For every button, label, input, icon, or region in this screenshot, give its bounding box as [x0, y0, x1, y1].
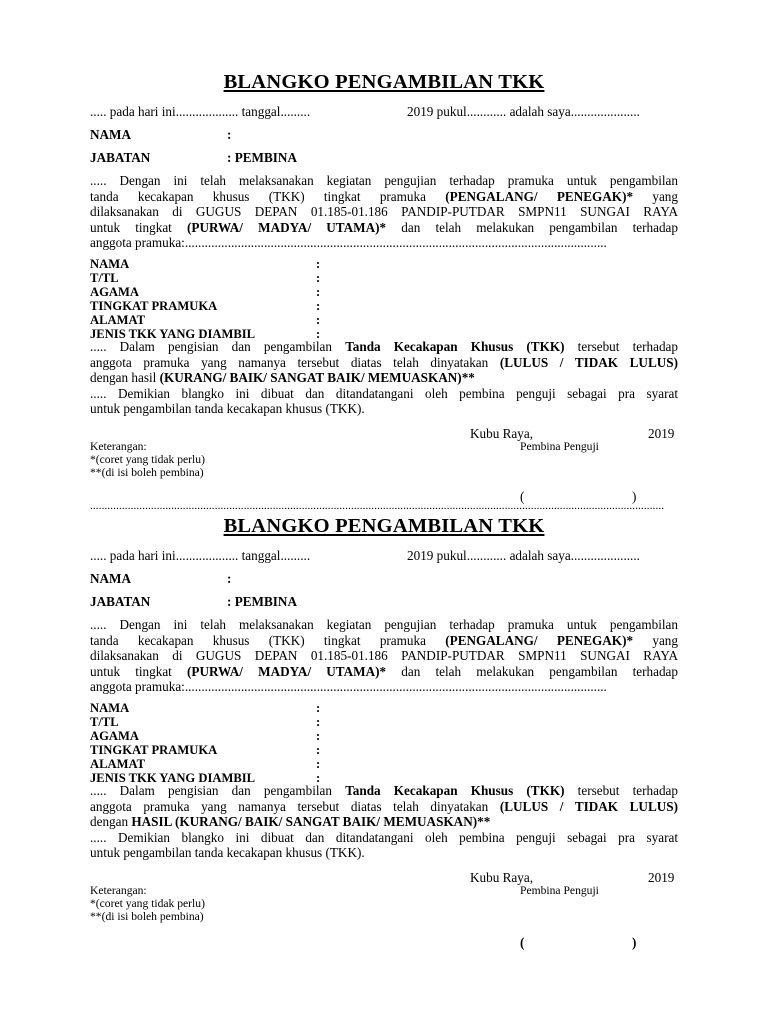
statement-line: anggota pramuka:................................................................................................................................	[90, 679, 607, 695]
nama-colon: :	[227, 127, 232, 142]
place-text: Kubu Raya,	[470, 426, 533, 441]
jabatan-value: : PEMBINA	[227, 150, 297, 165]
result-line: anggota pramuka yang namanya tersebut diatas telah dinyatakan (LULUS / TIDAK LULUS)	[90, 354, 679, 370]
result-line: dengan hasil (KURANG/ BAIK/ SANGAT BAIK/ MEMUASKAN)**	[90, 370, 475, 386]
field-ttl-label: T/TL	[90, 715, 119, 729]
field-tingkat-label: TINGKAT PRAMUKA	[90, 743, 218, 757]
field-alamat-label: ALAMAT	[90, 757, 146, 771]
field-tingkat-colon: :	[316, 743, 321, 757]
intro-time-text: 2019 pukul............ adalah saya.....................	[407, 104, 640, 119]
year-text: 2019	[648, 870, 675, 885]
signature-close-paren: )	[632, 935, 637, 950]
field-agama-label: AGAMA	[90, 285, 139, 299]
field-jenis-tkk-colon: :	[316, 771, 321, 785]
result-line: ..... Dalam pengisian dan pengambilan Tanda Kecakapan Khusus (TKK) tersebut terhadap	[90, 339, 678, 354]
statement-line: anggota pramuka:................................................................................................................................	[90, 235, 607, 251]
result-line: dengan HASIL (KURANG/ BAIK/ SANGAT BAIK/ MEMUASKAN)**	[90, 814, 491, 830]
statement-line: ..... Dengan ini telah melaksanakan kegiatan pengujian terhadap pramuka untuk pengambilan	[90, 173, 678, 188]
field-tingkat-colon: :	[316, 299, 321, 313]
statement-line: untuk tingkat (PURWA/ MADYA/ UTAMA)* dan telah melakukan pengambilan terhadap	[90, 219, 678, 235]
field-agama-colon: :	[316, 729, 321, 743]
jabatan-value: : PEMBINA	[227, 594, 297, 609]
result-line: anggota pramuka yang namanya tersebut diatas telah dinyatakan (LULUS / TIDAK LULUS)	[90, 798, 679, 814]
statement-line: dilaksanakan di GUGUS DEPAN 01.185-01.186 PANDIP-PUTDAR SMPN11 SUNGAI RAYA	[90, 204, 678, 220]
statement-paragraph	[90, 173, 678, 251]
intro-date-text: ..... pada hari ini................... tanggal.........	[90, 104, 311, 119]
field-tingkat-label: TINGKAT PRAMUKA	[90, 299, 218, 313]
field-jenis-tkk-colon: :	[316, 327, 321, 341]
jabatan-label: JABATAN	[90, 594, 151, 609]
jabatan-label: JABATAN	[90, 150, 151, 165]
note-1: *(coret yang tidak perlu)	[90, 453, 205, 466]
field-alamat-colon: :	[316, 757, 321, 771]
field-nama-label: NAMA	[90, 701, 130, 715]
note-1: *(coret yang tidak perlu)	[90, 897, 205, 910]
statement-line: dilaksanakan di GUGUS DEPAN 01.185-01.186 PANDIP-PUTDAR SMPN11 SUNGAI RAYA	[90, 648, 678, 664]
nama-label: NAMA	[90, 571, 132, 586]
field-nama-label: NAMA	[90, 257, 130, 271]
field-alamat-label: ALAMAT	[90, 313, 146, 327]
signature-open-paren: (	[520, 935, 525, 950]
examiner-label: Pembina Penguji	[520, 440, 599, 453]
field-agama-label: AGAMA	[90, 729, 139, 743]
statement-paragraph	[90, 617, 678, 695]
field-ttl-colon: :	[316, 715, 321, 729]
notes-heading: Keterangan:	[90, 884, 147, 897]
field-agama-colon: :	[316, 285, 321, 299]
notes-heading: Keterangan:	[90, 440, 147, 453]
intro-date-text: ..... pada hari ini................... tanggal.........	[90, 548, 311, 563]
result-line: ..... Demikian blangko ini dibuat dan ditandatangani oleh pembina penguji sebagai pra syarat	[90, 829, 678, 845]
nama-label: NAMA	[90, 127, 132, 142]
nama-colon: :	[227, 571, 232, 586]
statement-line: tanda kecakapan khusus (TKK) tingkat pramuka (PENGALANG/ PENEGAK)* yang	[90, 632, 678, 648]
field-nama-colon: :	[316, 257, 321, 271]
result-line: ..... Demikian blangko ini dibuat dan ditandatangani oleh pembina penguji sebagai pra syarat	[90, 385, 678, 401]
field-nama-colon: :	[316, 701, 321, 715]
statement-line: untuk tingkat (PURWA/ MADYA/ UTAMA)* dan telah melakukan pengambilan terhadap	[90, 663, 678, 679]
cut-line-separator: ......................................................................................................................................................................................................	[90, 500, 665, 512]
result-paragraph	[90, 339, 678, 417]
note-2: **(di isi boleh pembina)	[90, 466, 204, 479]
signature-open-paren: (	[520, 489, 525, 504]
statement-line: tanda kecakapan khusus (TKK) tingkat pramuka (PENGALANG/ PENEGAK)* yang	[90, 188, 678, 204]
field-ttl-colon: :	[316, 271, 321, 285]
field-jenis-tkk-label: JENIS TKK YANG DIAMBIL	[90, 771, 256, 785]
field-alamat-colon: :	[316, 313, 321, 327]
year-text: 2019	[648, 426, 675, 441]
result-paragraph	[90, 783, 678, 861]
examiner-label: Pembina Penguji	[520, 884, 599, 897]
field-jenis-tkk-label: JENIS TKK YANG DIAMBIL	[90, 327, 256, 341]
field-ttl-label: T/TL	[90, 271, 119, 285]
statement-line: ..... Dengan ini telah melaksanakan kegiatan pengujian terhadap pramuka untuk pengambilan	[90, 617, 678, 632]
place-text: Kubu Raya,	[470, 870, 533, 885]
note-2: **(di isi boleh pembina)	[90, 910, 204, 923]
intro-time-text: 2019 pukul............ adalah saya.....................	[407, 548, 640, 563]
result-line: untuk pengambilan tanda kecakapan khusus (TKK).	[90, 401, 365, 417]
result-line: untuk pengambilan tanda kecakapan khusus (TKK).	[90, 845, 365, 861]
signature-close-paren: )	[632, 489, 637, 504]
form-title: BLANGKO PENGAMBILAN TKK	[223, 71, 545, 93]
result-line: ..... Dalam pengisian dan pengambilan Tanda Kecakapan Khusus (TKK) tersebut terhadap	[90, 783, 678, 798]
form-title: BLANGKO PENGAMBILAN TKK	[223, 515, 545, 537]
